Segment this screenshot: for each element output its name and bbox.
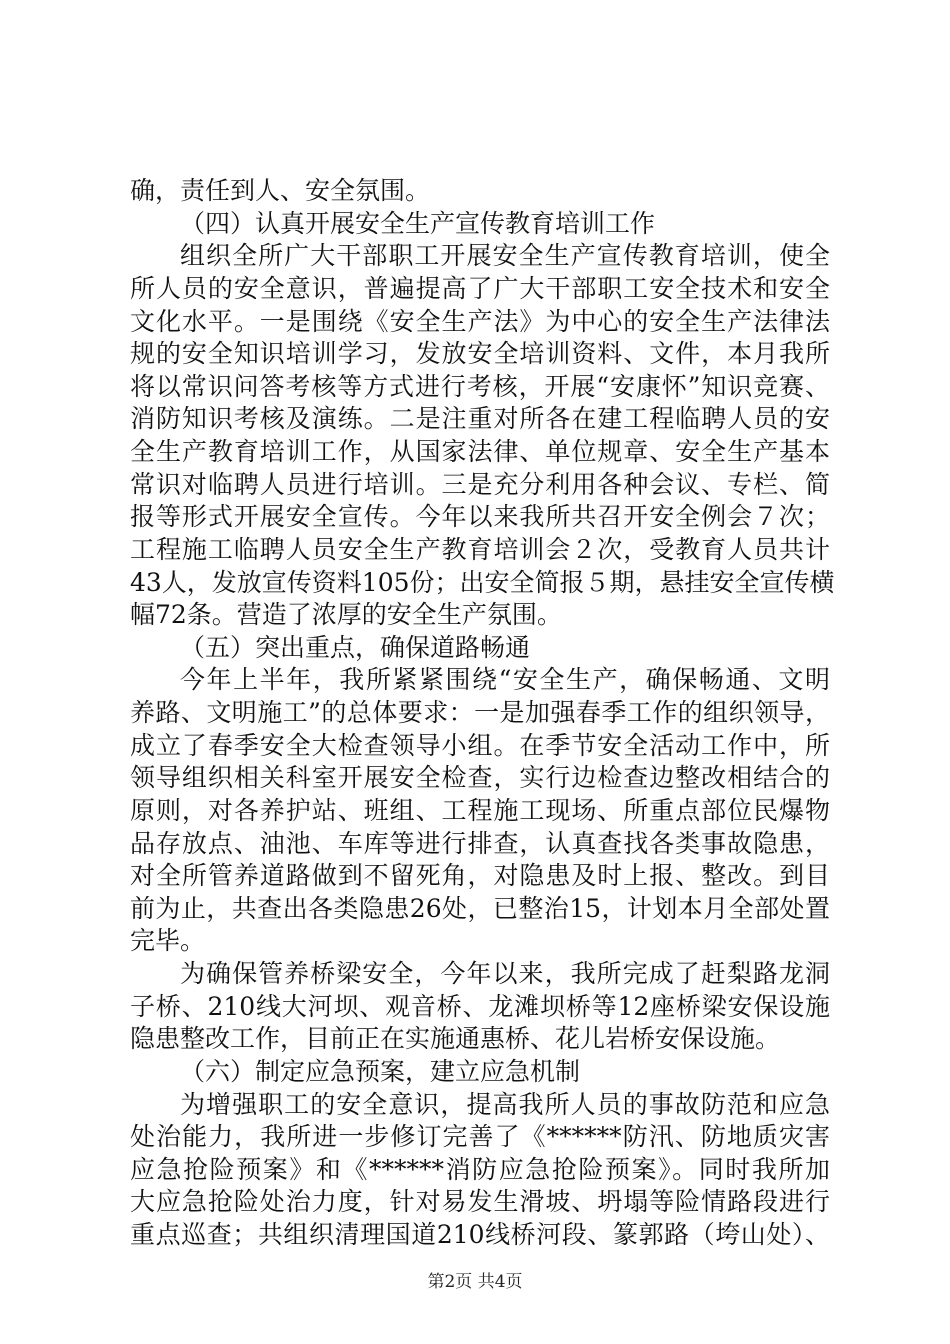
body-text-line: 重点巡查；共组织清理国道210线桥河段、篆郭路（垮山处）、 <box>130 1220 830 1249</box>
body-text-line: 幅72条。营造了浓厚的安全生产氛围。 <box>130 600 562 629</box>
body-text-line: 大应急抢险处治力度，针对易发生滑坡、坍塌等险情路段进行 <box>130 1187 830 1216</box>
body-text-line: 确，责任到人、安全氛围。 <box>130 176 431 205</box>
body-text-line: 将以常识问答考核等方式进行考核，开展“安康怀”知识竞赛、 <box>130 372 830 401</box>
body-text-line: 为增强职工的安全意识，提高我所人员的事故防范和应急 <box>180 1090 830 1119</box>
body-text-line: 43人，发放宣传资料105份；出安全简报５期，悬挂安全宣传横 <box>130 568 835 597</box>
body-text-line: 为确保管养桥梁安全，今年以来，我所完成了赶梨路龙洞 <box>180 959 830 988</box>
body-text-line: 领导组织相关科室开展安全检查，实行边检查边整改相结合的 <box>130 763 830 792</box>
body-text-line: 消防知识考核及演练。二是注重对所各在建工程临聘人员的安 <box>130 404 830 433</box>
page-footer: 第2页 共4页 <box>427 1272 523 1292</box>
body-text-line: 工程施工临聘人员安全生产教育培训会２次，受教育人员共计 <box>130 535 830 564</box>
body-text-line: 应急抢险预案》和《******消防应急抢险预案》。同时我所加 <box>130 1155 830 1184</box>
body-text-line: 报等形式开展安全宣传。今年以来我所共召开安全例会７次； <box>130 502 830 531</box>
body-text-line: 处治能力，我所进一步修订完善了《******防汛、防地质灾害 <box>130 1122 830 1151</box>
body-text-line: 养路、文明施工”的总体要求：一是加强春季工作的组织领导， <box>130 698 830 727</box>
body-text-line: 全生产教育培训工作，从国家法律、单位规章、安全生产基本 <box>130 437 830 466</box>
body-text-line: 成立了春季安全大检查领导小组。在季节安全活动工作中，所 <box>130 731 830 760</box>
section-heading: （四）认真开展安全生产宣传教育培训工作 <box>180 209 656 238</box>
body-text-line: 常识对临聘人员进行培训。三是充分利用各种会议、专栏、简 <box>130 470 830 499</box>
section-heading: （五）突出重点，确保道路畅通 <box>180 633 531 662</box>
body-text-line: 品存放点、油池、车库等进行排查，认真查找各类事故隐患， <box>130 829 830 858</box>
body-text-line: 对全所管养道路做到不留死角，对隐患及时上报、整改。到目 <box>130 861 830 890</box>
body-text-line: 组织全所广大干部职工开展安全生产宣传教育培训，使全 <box>180 241 830 270</box>
body-text-line: 隐患整改工作，目前正在实施通惠桥、花儿岩桥安保设施。 <box>130 1024 781 1053</box>
body-text-line: 子桥、210线大河坝、观音桥、龙滩坝桥等12座桥梁安保设施 <box>130 992 830 1021</box>
body-text-line: 所人员的安全意识，普遍提高了广大干部职工安全技术和安全 <box>130 274 830 303</box>
body-text-line: 完毕。 <box>130 926 206 955</box>
body-text-line: 原则，对各养护站、班组、工程施工现场、所重点部位民爆物 <box>130 796 830 825</box>
body-text-line: 文化水平。一是围绕《安全生产法》为中心的安全生产法律法 <box>130 307 830 336</box>
section-heading: （六）制定应急预案，建立应急机制 <box>180 1057 581 1086</box>
body-text-line: 规的安全知识培训学习，发放安全培训资料、文件，本月我所 <box>130 339 830 368</box>
body-text-line: 今年上半年，我所紧紧围绕“安全生产，确保畅通、文明 <box>180 665 830 694</box>
body-text-line: 前为止，共查出各类隐患26处，已整治15，计划本月全部处置 <box>130 894 830 923</box>
